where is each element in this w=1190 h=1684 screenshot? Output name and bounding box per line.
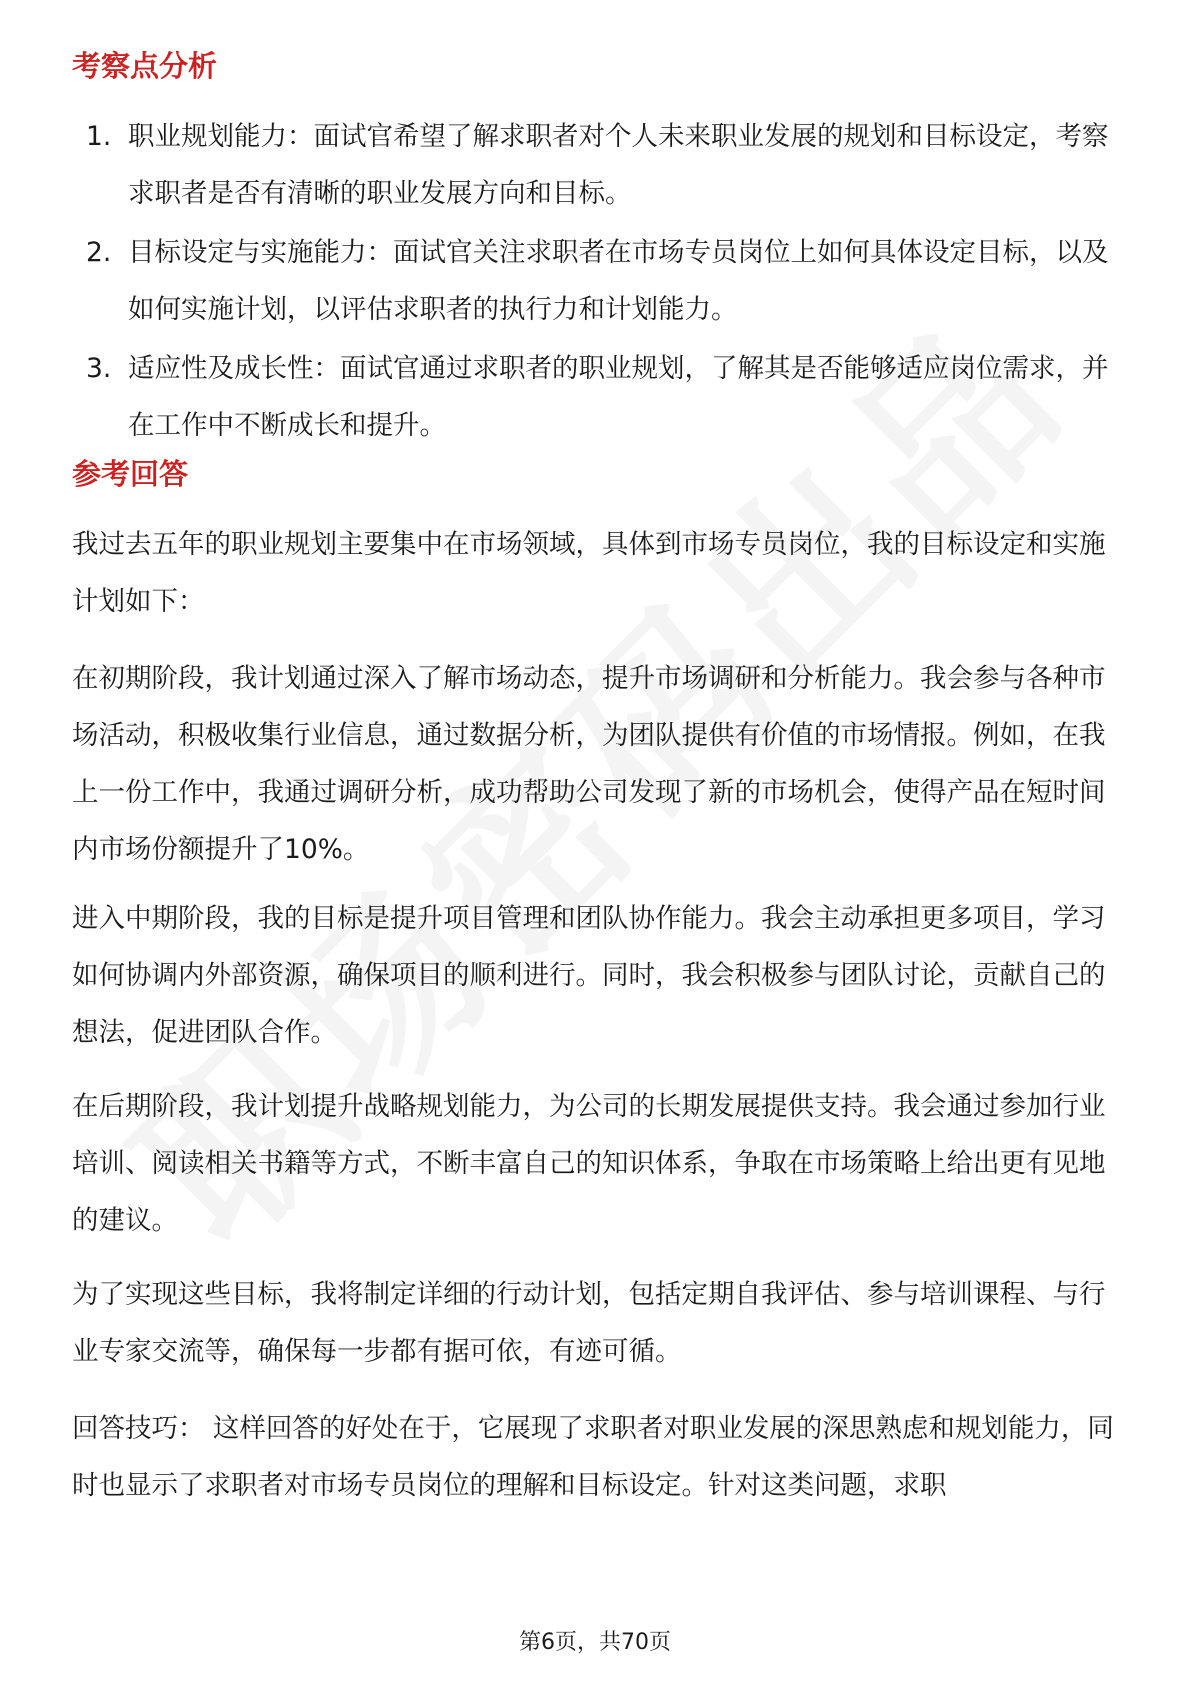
answer-paragraph: 进入中期阶段，我的目标是提升项目管理和团队协作能力。我会主动承担更多项目，学习如何协调内外部资源，确保项目的顺利进行。同时，我会积极参与团队讨论，贡献自己的想法，促进团队合作。	[72, 903, 1106, 1048]
answer-paragraph: 在后期阶段，我计划提升战略规划能力，为公司的长期发展提供支持。我会通过参加行业培训、阅读相关书籍等方式，不断丰富自己的知识体系，争取在市场策略上给出更有见地的建议。	[72, 1091, 1106, 1236]
answer-tips-paragraph: 回答技巧： 这样回答的好处在于，它展现了求职者对职业发展的深思熟虑和规划能力，同时也显示了求职者对市场专员岗位的理解和目标设定。针对这类问题，求职	[72, 1413, 1114, 1501]
list-item-text: 职业规划能力：面试官希望了解求职者对个人未来职业发展的规划和目标设定，考察求职者是否有清晰的职业发展方向和目标。	[128, 121, 1109, 209]
page-number: 第6页，共70页	[519, 1630, 671, 1655]
answer-paragraph: 我过去五年的职业规划主要集中在市场领域，具体到市场专员岗位，我的目标设定和实施计划如下：	[72, 529, 1106, 617]
list-item	[86, 340, 1126, 454]
list-item-text: 目标设定与实施能力：面试官关注求职者在市场专员岗位上如何具体设定目标，以及如何实施计划，以评估求职者的执行力和计划能力。	[128, 237, 1109, 325]
list-item-text: 适应性及成长性：面试官通过求职者的职业规划，了解其是否能够适应岗位需求，并在工作中不断成长和提升。	[128, 353, 1109, 441]
list-item	[86, 224, 1126, 338]
list-item	[86, 108, 1126, 222]
list-item-number: 2.	[86, 237, 112, 268]
section-title-reference-answer: 参考回答	[72, 457, 189, 491]
answer-paragraph: 在初期阶段，我计划通过深入了解市场动态，提升市场调研和分析能力。我会参与各种市场活动，积极收集行业信息，通过数据分析，为团队提供有价值的市场情报。例如，在我上一份工作中，我通过调研分析，成功帮助公司发现了新的市场机会，使得产品在短时间内市场份额提升了10%。	[72, 663, 1106, 865]
section-title-analysis: 考察点分析	[72, 49, 218, 83]
list-item-number: 3.	[86, 353, 112, 384]
answer-paragraph: 为了实现这些目标，我将制定详细的行动计划，包括定期自我评估、参与培训课程、与行业专家交流等，确保每一步都有据可依，有迹可循。	[72, 1279, 1106, 1367]
list-item-number: 1.	[86, 121, 112, 152]
analysis-list	[86, 108, 1126, 456]
